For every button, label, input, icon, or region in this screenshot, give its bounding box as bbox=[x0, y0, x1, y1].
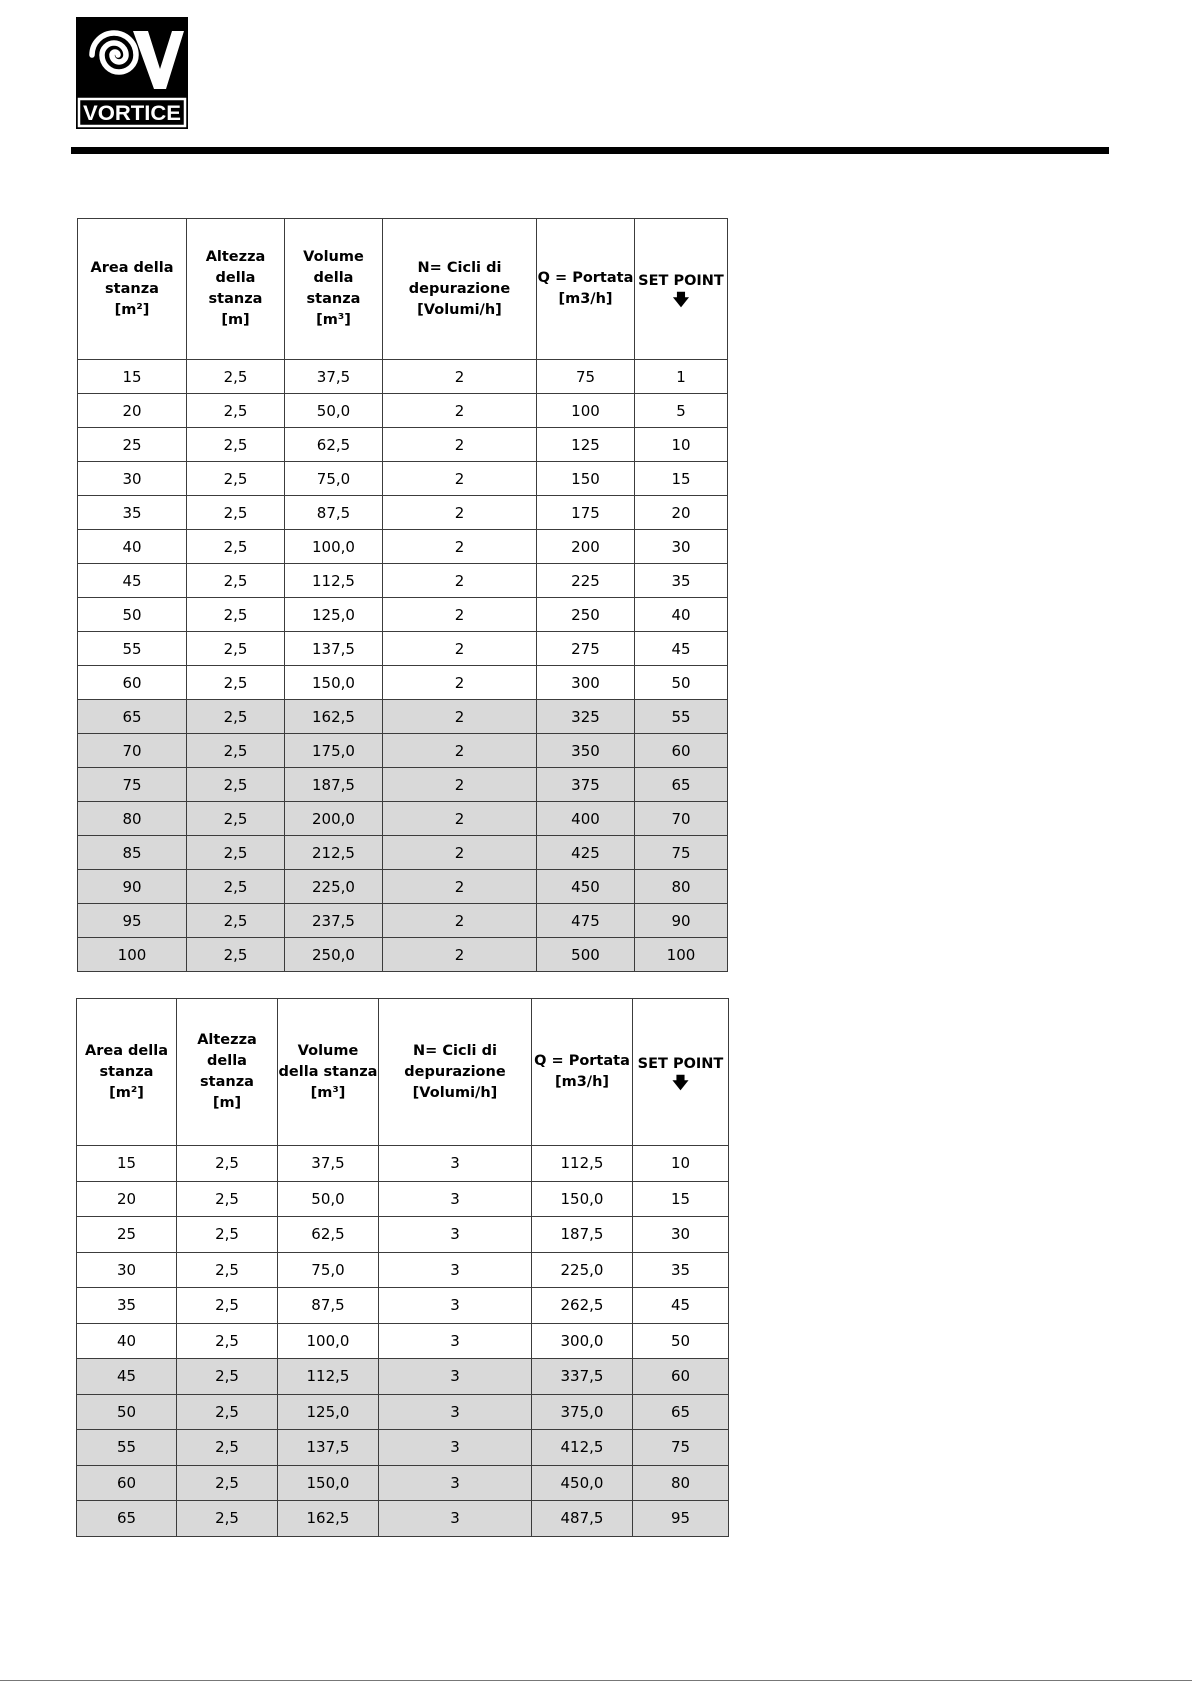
svg-text:VORTICE: VORTICE bbox=[83, 102, 181, 125]
table-row bbox=[77, 1146, 729, 1182]
cell-height: 2,5 bbox=[187, 394, 285, 428]
cell-area: 50 bbox=[78, 598, 187, 632]
table-row bbox=[77, 1252, 729, 1288]
header-volume: Volume della stanza [m³] bbox=[285, 219, 383, 360]
table-row bbox=[77, 1430, 729, 1466]
cell-volume: 200,0 bbox=[285, 802, 383, 836]
cell-area: 45 bbox=[77, 1359, 177, 1395]
cell-height: 2,5 bbox=[187, 598, 285, 632]
cell-flow: 375,0 bbox=[532, 1394, 633, 1430]
setpoint-table-2-cycles bbox=[77, 218, 728, 972]
table-row bbox=[78, 632, 728, 666]
cell-cycles: 3 bbox=[379, 1217, 532, 1253]
cell-flow: 375 bbox=[537, 768, 635, 802]
cell-setpoint: 15 bbox=[633, 1181, 729, 1217]
cell-setpoint: 70 bbox=[635, 802, 728, 836]
down-arrow-icon: 🡇 bbox=[672, 289, 690, 309]
cell-volume: 50,0 bbox=[285, 394, 383, 428]
cell-height: 2,5 bbox=[187, 734, 285, 768]
cell-area: 35 bbox=[77, 1288, 177, 1324]
cell-cycles: 3 bbox=[379, 1146, 532, 1182]
cell-height: 2,5 bbox=[187, 870, 285, 904]
cell-flow: 425 bbox=[537, 836, 635, 870]
cell-area: 55 bbox=[78, 632, 187, 666]
table-row bbox=[78, 938, 728, 972]
cell-volume: 37,5 bbox=[278, 1146, 379, 1182]
table-row bbox=[77, 1394, 729, 1430]
cell-area: 15 bbox=[77, 1146, 177, 1182]
cell-setpoint: 95 bbox=[633, 1501, 729, 1537]
cell-setpoint: 75 bbox=[635, 836, 728, 870]
cell-height: 2,5 bbox=[187, 564, 285, 598]
cell-setpoint: 35 bbox=[633, 1252, 729, 1288]
cell-height: 2,5 bbox=[187, 938, 285, 972]
cell-volume: 62,5 bbox=[285, 428, 383, 462]
cell-area: 20 bbox=[78, 394, 187, 428]
cell-cycles: 2 bbox=[383, 734, 537, 768]
cell-cycles: 2 bbox=[383, 904, 537, 938]
vortice-logo bbox=[76, 17, 188, 129]
cell-volume: 150,0 bbox=[278, 1465, 379, 1501]
table-row bbox=[78, 462, 728, 496]
table-row bbox=[77, 1181, 729, 1217]
cell-volume: 187,5 bbox=[285, 768, 383, 802]
setpoint-table-3-cycles bbox=[76, 998, 729, 1537]
cell-flow: 187,5 bbox=[532, 1217, 633, 1253]
cell-flow: 200 bbox=[537, 530, 635, 564]
table-row bbox=[77, 1323, 729, 1359]
cell-flow: 350 bbox=[537, 734, 635, 768]
cell-setpoint: 50 bbox=[633, 1323, 729, 1359]
cell-area: 15 bbox=[78, 360, 187, 394]
cell-cycles: 3 bbox=[379, 1430, 532, 1466]
cell-setpoint: 55 bbox=[635, 700, 728, 734]
cell-area: 65 bbox=[77, 1501, 177, 1537]
cell-setpoint: 65 bbox=[635, 768, 728, 802]
cell-height: 2,5 bbox=[187, 904, 285, 938]
cell-height: 2,5 bbox=[177, 1465, 278, 1501]
table-row bbox=[78, 598, 728, 632]
cell-volume: 100,0 bbox=[285, 530, 383, 564]
cell-cycles: 2 bbox=[383, 802, 537, 836]
cell-area: 75 bbox=[78, 768, 187, 802]
cell-setpoint: 35 bbox=[635, 564, 728, 598]
cell-setpoint: 30 bbox=[633, 1217, 729, 1253]
cell-cycles: 2 bbox=[383, 530, 537, 564]
cell-setpoint: 30 bbox=[635, 530, 728, 564]
cell-height: 2,5 bbox=[187, 836, 285, 870]
cell-height: 2,5 bbox=[177, 1359, 278, 1395]
cell-volume: 112,5 bbox=[278, 1359, 379, 1395]
cell-cycles: 2 bbox=[383, 496, 537, 530]
cell-flow: 300 bbox=[537, 666, 635, 700]
header-area: Area della stanza [m²] bbox=[78, 219, 187, 360]
cell-area: 20 bbox=[77, 1181, 177, 1217]
table-row bbox=[78, 360, 728, 394]
cell-setpoint: 80 bbox=[635, 870, 728, 904]
cell-flow: 475 bbox=[537, 904, 635, 938]
cell-area: 70 bbox=[78, 734, 187, 768]
cell-volume: 162,5 bbox=[278, 1501, 379, 1537]
cell-flow: 275 bbox=[537, 632, 635, 666]
cell-flow: 325 bbox=[537, 700, 635, 734]
header-cycles: N= Cicli di depurazione [Volumi/h] bbox=[379, 999, 532, 1146]
cell-area: 100 bbox=[78, 938, 187, 972]
header-height: Altezza della stanza [m] bbox=[177, 999, 278, 1146]
cell-area: 90 bbox=[78, 870, 187, 904]
cell-cycles: 2 bbox=[383, 836, 537, 870]
cell-cycles: 2 bbox=[383, 428, 537, 462]
cell-area: 55 bbox=[77, 1430, 177, 1466]
cell-volume: 250,0 bbox=[285, 938, 383, 972]
cell-setpoint: 75 bbox=[633, 1430, 729, 1466]
cell-flow: 450 bbox=[537, 870, 635, 904]
cell-volume: 175,0 bbox=[285, 734, 383, 768]
cell-height: 2,5 bbox=[187, 632, 285, 666]
cell-area: 80 bbox=[78, 802, 187, 836]
cell-cycles: 3 bbox=[379, 1181, 532, 1217]
cell-setpoint: 45 bbox=[635, 632, 728, 666]
cell-area: 65 bbox=[78, 700, 187, 734]
cell-volume: 212,5 bbox=[285, 836, 383, 870]
cell-volume: 125,0 bbox=[285, 598, 383, 632]
table-row bbox=[78, 530, 728, 564]
table-row bbox=[78, 394, 728, 428]
cell-flow: 337,5 bbox=[532, 1359, 633, 1395]
cell-flow: 175 bbox=[537, 496, 635, 530]
cell-cycles: 2 bbox=[383, 564, 537, 598]
cell-area: 35 bbox=[78, 496, 187, 530]
cell-area: 25 bbox=[77, 1217, 177, 1253]
table-row bbox=[78, 904, 728, 938]
cell-flow: 125 bbox=[537, 428, 635, 462]
cell-flow: 150,0 bbox=[532, 1181, 633, 1217]
cell-cycles: 3 bbox=[379, 1359, 532, 1395]
cell-volume: 100,0 bbox=[278, 1323, 379, 1359]
table-row bbox=[78, 700, 728, 734]
cell-volume: 112,5 bbox=[285, 564, 383, 598]
cell-flow: 450,0 bbox=[532, 1465, 633, 1501]
cell-flow: 75 bbox=[537, 360, 635, 394]
cell-volume: 50,0 bbox=[278, 1181, 379, 1217]
header-flow: Q = Portata [m3/h] bbox=[532, 999, 633, 1146]
header-setpoint: SET POINT 🡇 bbox=[633, 999, 729, 1146]
cell-volume: 75,0 bbox=[278, 1252, 379, 1288]
cell-setpoint: 10 bbox=[635, 428, 728, 462]
table-row bbox=[78, 564, 728, 598]
cell-height: 2,5 bbox=[187, 666, 285, 700]
table-row bbox=[78, 836, 728, 870]
header-setpoint: SET POINT 🡇 bbox=[635, 219, 728, 360]
cell-setpoint: 60 bbox=[635, 734, 728, 768]
cell-height: 2,5 bbox=[177, 1146, 278, 1182]
cell-flow: 100 bbox=[537, 394, 635, 428]
cell-volume: 137,5 bbox=[285, 632, 383, 666]
header-height: Altezza della stanza [m] bbox=[187, 219, 285, 360]
cell-height: 2,5 bbox=[177, 1323, 278, 1359]
cell-area: 30 bbox=[77, 1252, 177, 1288]
cell-height: 2,5 bbox=[187, 496, 285, 530]
cell-volume: 75,0 bbox=[285, 462, 383, 496]
header-flow: Q = Portata [m3/h] bbox=[537, 219, 635, 360]
table-row bbox=[78, 870, 728, 904]
cell-height: 2,5 bbox=[177, 1288, 278, 1324]
table-header-row bbox=[78, 219, 728, 360]
cell-volume: 137,5 bbox=[278, 1430, 379, 1466]
cell-setpoint: 40 bbox=[635, 598, 728, 632]
table-row bbox=[78, 496, 728, 530]
table-row bbox=[77, 1288, 729, 1324]
cell-cycles: 3 bbox=[379, 1465, 532, 1501]
cell-height: 2,5 bbox=[187, 802, 285, 836]
cell-height: 2,5 bbox=[187, 462, 285, 496]
table-row bbox=[78, 768, 728, 802]
cell-flow: 150 bbox=[537, 462, 635, 496]
cell-area: 25 bbox=[78, 428, 187, 462]
cell-height: 2,5 bbox=[177, 1252, 278, 1288]
cell-cycles: 2 bbox=[383, 870, 537, 904]
cell-area: 95 bbox=[78, 904, 187, 938]
cell-cycles: 2 bbox=[383, 598, 537, 632]
cell-area: 40 bbox=[78, 530, 187, 564]
cell-flow: 412,5 bbox=[532, 1430, 633, 1466]
cell-flow: 250 bbox=[537, 598, 635, 632]
cell-volume: 237,5 bbox=[285, 904, 383, 938]
cell-setpoint: 80 bbox=[633, 1465, 729, 1501]
cell-setpoint: 50 bbox=[635, 666, 728, 700]
cell-area: 40 bbox=[77, 1323, 177, 1359]
cell-flow: 112,5 bbox=[532, 1146, 633, 1182]
cell-cycles: 3 bbox=[379, 1394, 532, 1430]
cell-area: 50 bbox=[77, 1394, 177, 1430]
cell-volume: 150,0 bbox=[285, 666, 383, 700]
cell-height: 2,5 bbox=[187, 768, 285, 802]
header-area: Area della stanza [m²] bbox=[77, 999, 177, 1146]
cell-height: 2,5 bbox=[177, 1501, 278, 1537]
cell-cycles: 3 bbox=[379, 1323, 532, 1359]
cell-volume: 225,0 bbox=[285, 870, 383, 904]
table-header-row bbox=[77, 999, 729, 1146]
cell-height: 2,5 bbox=[177, 1217, 278, 1253]
cell-volume: 87,5 bbox=[278, 1288, 379, 1324]
cell-height: 2,5 bbox=[187, 700, 285, 734]
cell-setpoint: 100 bbox=[635, 938, 728, 972]
cell-area: 60 bbox=[78, 666, 187, 700]
table-row bbox=[77, 1217, 729, 1253]
cell-flow: 225,0 bbox=[532, 1252, 633, 1288]
cell-volume: 125,0 bbox=[278, 1394, 379, 1430]
down-arrow-icon: 🡇 bbox=[672, 1072, 689, 1092]
table-row bbox=[78, 666, 728, 700]
cell-setpoint: 15 bbox=[635, 462, 728, 496]
cell-flow: 500 bbox=[537, 938, 635, 972]
cell-cycles: 2 bbox=[383, 632, 537, 666]
cell-volume: 87,5 bbox=[285, 496, 383, 530]
cell-height: 2,5 bbox=[187, 428, 285, 462]
table-row bbox=[77, 1359, 729, 1395]
cell-volume: 162,5 bbox=[285, 700, 383, 734]
cell-setpoint: 5 bbox=[635, 394, 728, 428]
cell-cycles: 2 bbox=[383, 666, 537, 700]
cell-setpoint: 10 bbox=[633, 1146, 729, 1182]
cell-height: 2,5 bbox=[187, 530, 285, 564]
cell-flow: 262,5 bbox=[532, 1288, 633, 1324]
cell-height: 2,5 bbox=[177, 1430, 278, 1466]
cell-cycles: 3 bbox=[379, 1252, 532, 1288]
header-cycles: N= Cicli di depurazione [Volumi/h] bbox=[383, 219, 537, 360]
cell-flow: 225 bbox=[537, 564, 635, 598]
cell-cycles: 2 bbox=[383, 768, 537, 802]
cell-cycles: 3 bbox=[379, 1288, 532, 1324]
cell-height: 2,5 bbox=[177, 1181, 278, 1217]
cell-volume: 62,5 bbox=[278, 1217, 379, 1253]
vortice-logo-graphic bbox=[76, 17, 188, 129]
cell-area: 45 bbox=[78, 564, 187, 598]
cell-area: 30 bbox=[78, 462, 187, 496]
cell-cycles: 2 bbox=[383, 360, 537, 394]
cell-area: 85 bbox=[78, 836, 187, 870]
cell-cycles: 2 bbox=[383, 938, 537, 972]
table-row bbox=[78, 428, 728, 462]
cell-cycles: 2 bbox=[383, 462, 537, 496]
cell-flow: 400 bbox=[537, 802, 635, 836]
cell-setpoint: 1 bbox=[635, 360, 728, 394]
cell-flow: 300,0 bbox=[532, 1323, 633, 1359]
table-row bbox=[77, 1501, 729, 1537]
header-volume: Volume della stanza [m³] bbox=[278, 999, 379, 1146]
table-row bbox=[78, 802, 728, 836]
cell-area: 60 bbox=[77, 1465, 177, 1501]
header-rule bbox=[71, 147, 1109, 154]
cell-flow: 487,5 bbox=[532, 1501, 633, 1537]
cell-volume: 37,5 bbox=[285, 360, 383, 394]
cell-setpoint: 60 bbox=[633, 1359, 729, 1395]
cell-setpoint: 65 bbox=[633, 1394, 729, 1430]
cell-setpoint: 90 bbox=[635, 904, 728, 938]
cell-setpoint: 20 bbox=[635, 496, 728, 530]
table-row bbox=[78, 734, 728, 768]
cell-cycles: 3 bbox=[379, 1501, 532, 1537]
cell-setpoint: 45 bbox=[633, 1288, 729, 1324]
footer-rule bbox=[0, 1680, 1192, 1681]
table-row bbox=[77, 1465, 729, 1501]
cell-cycles: 2 bbox=[383, 700, 537, 734]
cell-cycles: 2 bbox=[383, 394, 537, 428]
cell-height: 2,5 bbox=[187, 360, 285, 394]
cell-height: 2,5 bbox=[177, 1394, 278, 1430]
